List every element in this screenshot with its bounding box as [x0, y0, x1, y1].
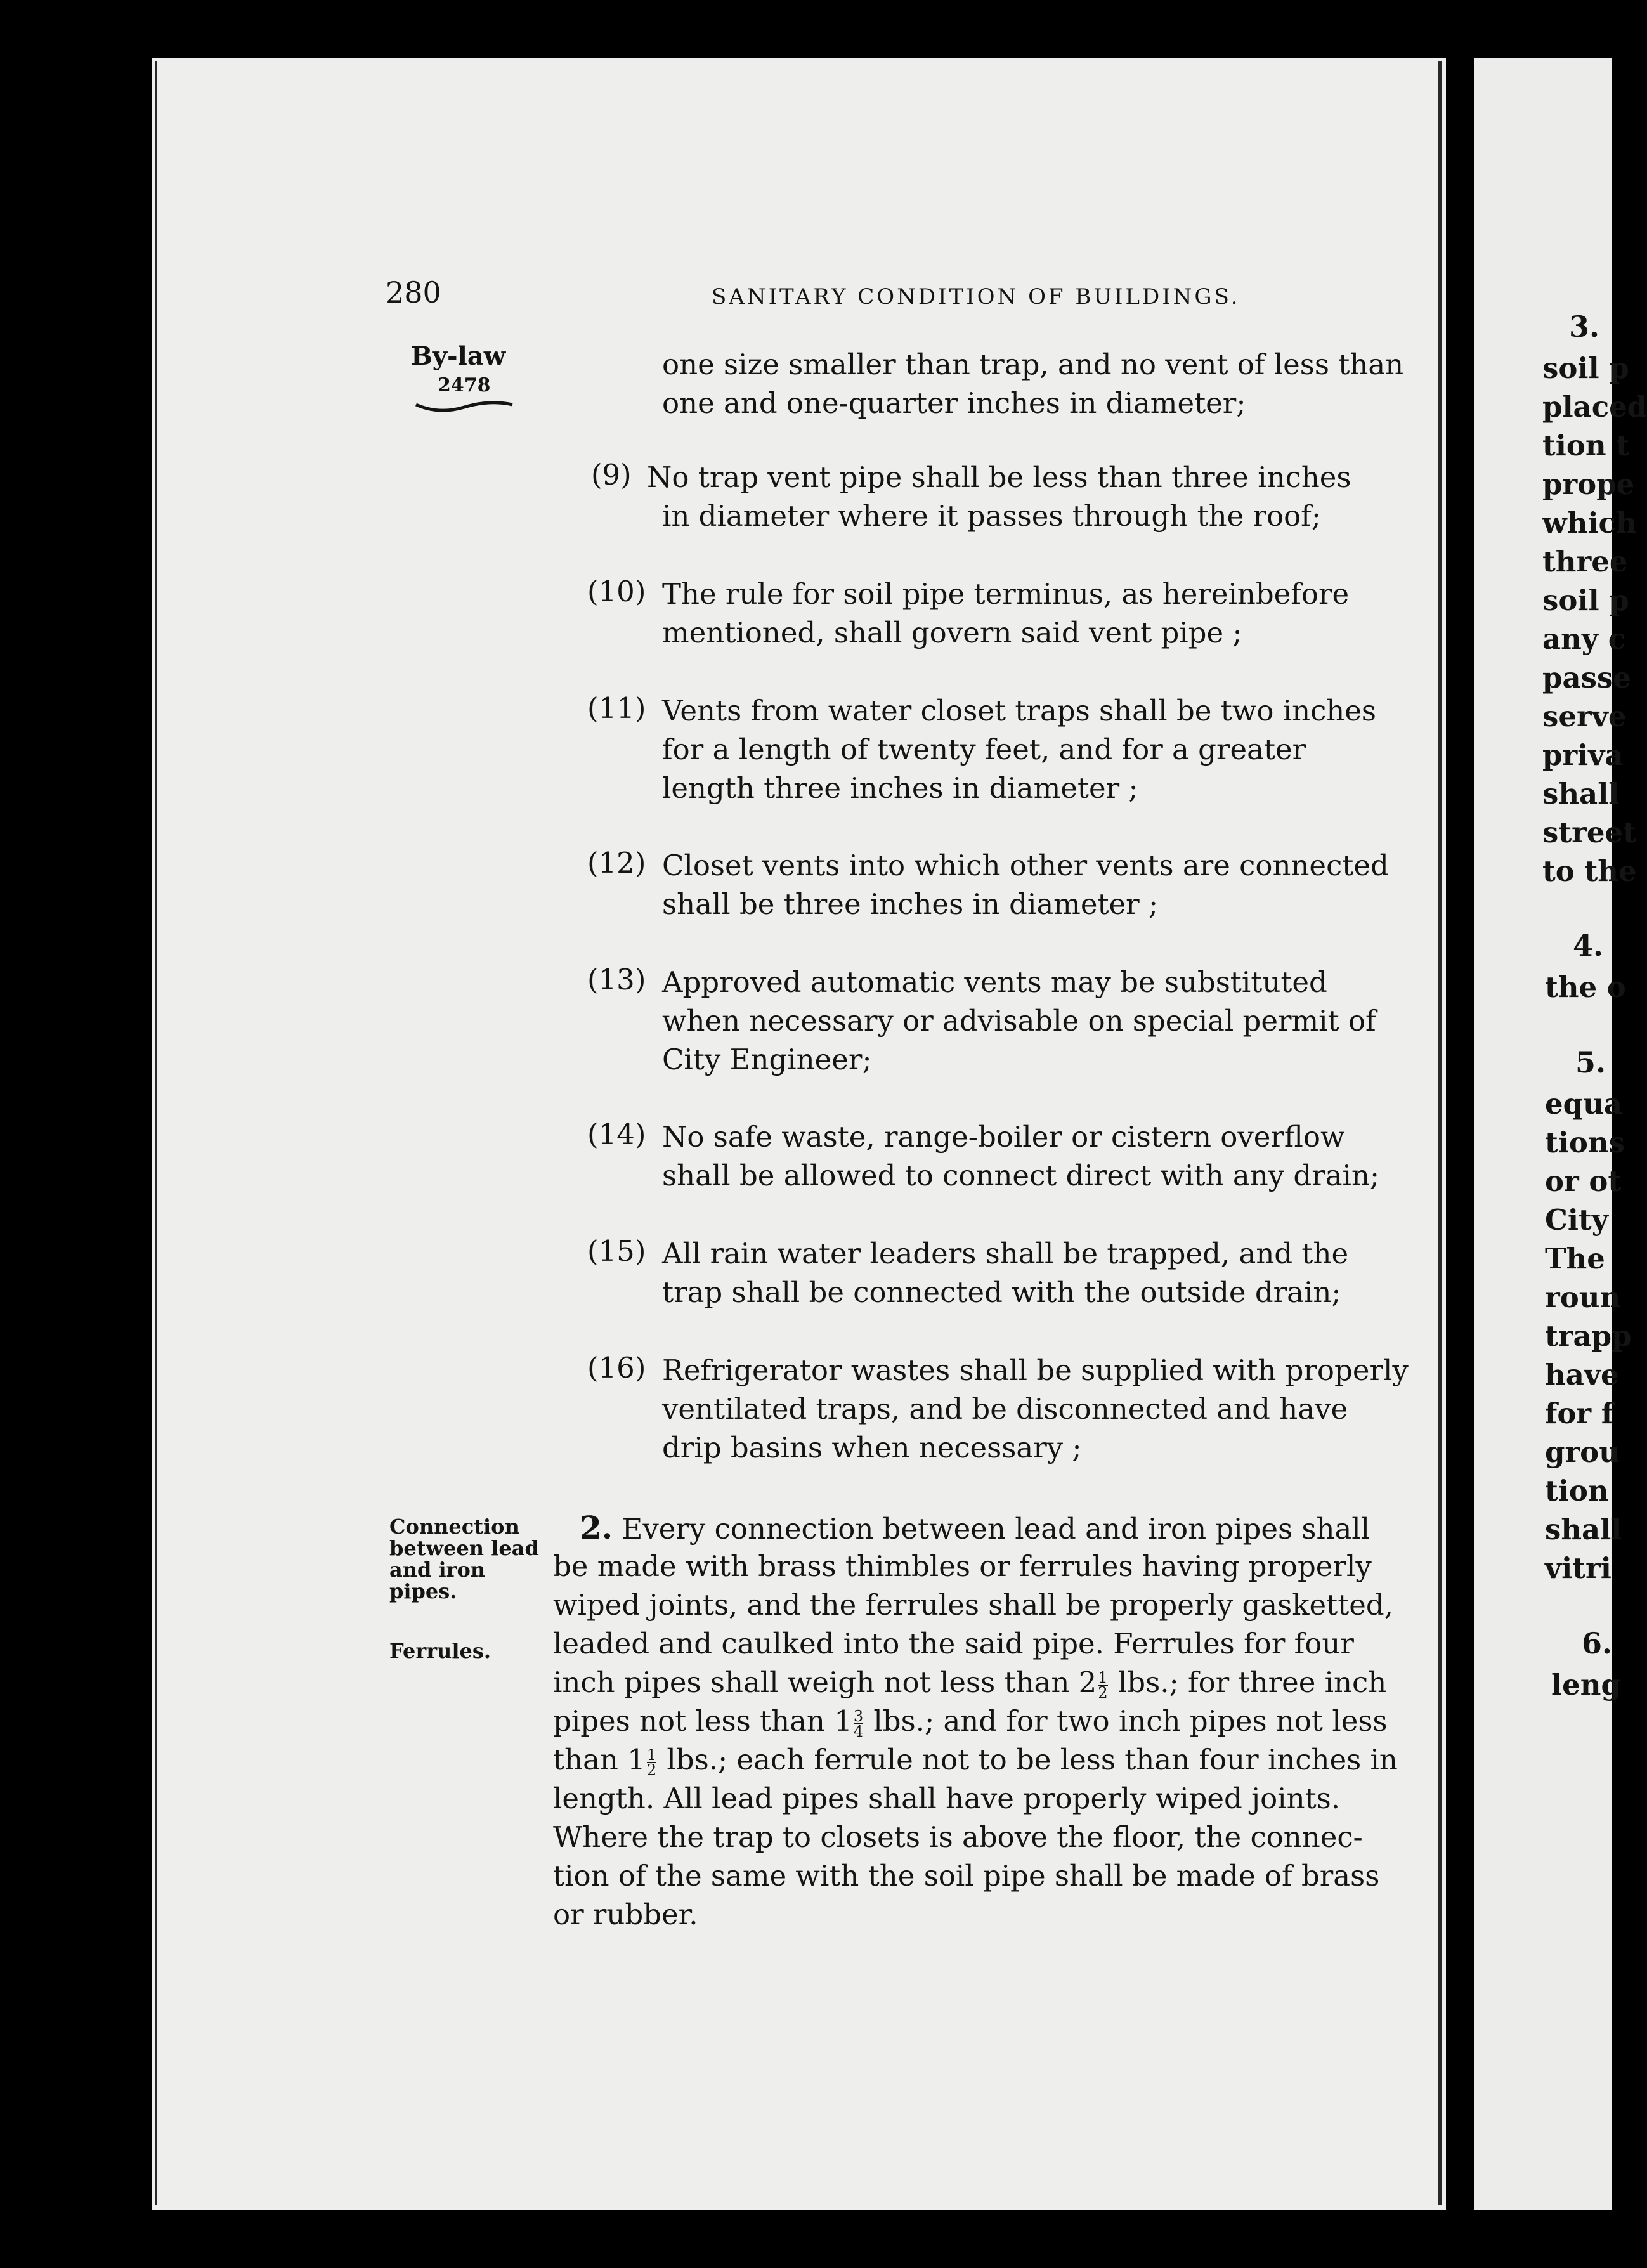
item-line: for a length of twenty feet, and for a greater	[662, 733, 1306, 766]
text-span: inch pipes shall weigh not less than 2	[553, 1665, 1097, 1699]
page-number: 280	[386, 275, 441, 310]
margin-note-line: Connection	[389, 1515, 519, 1539]
text-span: lbs.; for three inch	[1109, 1665, 1387, 1699]
item-line: The rule for soil pipe terminus, as hereinbefore	[662, 577, 1350, 611]
right-fragment: shall	[1542, 777, 1620, 811]
right-fragment: for f	[1545, 1397, 1614, 1430]
section-2-line: leaded and caulked into the said pipe. Ferrules for four	[553, 1627, 1354, 1660]
right-fragment: to the	[1542, 854, 1637, 888]
item-line: Refrigerator wastes shall be supplied with properly	[662, 1353, 1409, 1387]
item-line: length three inches in diameter ;	[662, 771, 1138, 805]
section-2-line: wiped joints, and the ferrules shall be properly gasketted,	[553, 1588, 1394, 1622]
item-number: (10)	[587, 575, 646, 608]
item-line: No safe waste, range-boiler or cistern overflow	[662, 1120, 1345, 1154]
right-fragment: serve	[1542, 700, 1627, 733]
fraction-denominator: 4	[853, 1722, 864, 1740]
section-2-line	[580, 1508, 1370, 1548]
right-fragment: tion t	[1542, 429, 1630, 462]
item-line: Closet vents into which other vents are connected	[662, 849, 1389, 882]
section-2-line	[553, 1663, 1386, 1702]
bylaw-number: 2478	[438, 374, 491, 396]
item-number: (13)	[587, 963, 646, 996]
right-fragment: placed	[1542, 390, 1647, 424]
item-line: Approved automatic vents may be substituted	[662, 965, 1327, 999]
section-2-line	[553, 1702, 1388, 1740]
item-number: (14)	[587, 1118, 646, 1151]
fraction-denominator: 2	[646, 1761, 657, 1779]
right-fragment: grou	[1545, 1435, 1620, 1469]
bylaw-label: By-law	[411, 341, 506, 371]
right-fragment: which	[1542, 506, 1637, 540]
right-fragment: tions	[1545, 1126, 1625, 1159]
right-fragment: roun	[1545, 1281, 1621, 1314]
item-line: shall be allowed to connect direct with any drain;	[662, 1159, 1380, 1192]
right-section-number: 6.	[1582, 1626, 1613, 1660]
item-line: ventilated traps, and be disconnected and have	[662, 1392, 1348, 1426]
right-fragment: the o	[1545, 970, 1626, 1004]
right-fragment: equa	[1545, 1087, 1622, 1121]
right-fragment: soil p	[1542, 583, 1629, 617]
right-fragment: The	[1545, 1242, 1605, 1275]
fraction-numerator: 3	[853, 1707, 864, 1725]
item-line: when necessary or advisable on special permit of	[662, 1004, 1376, 1038]
right-fragment: shall	[1545, 1513, 1622, 1546]
fraction	[646, 1745, 657, 1779]
running-title: SANITARY CONDITION OF BUILDINGS.	[712, 284, 1240, 310]
item-line: shall be three inches in diameter ;	[662, 887, 1159, 921]
right-fragment: soil p	[1542, 351, 1629, 385]
text-span: lbs.; each ferrule not to be less than four inches in	[658, 1743, 1398, 1776]
margin-note-connection	[389, 1516, 539, 1602]
item-number: (12)	[587, 846, 646, 880]
continuation-line-2: one and one-quarter inches in diameter;	[662, 386, 1246, 420]
item-number: (9)	[591, 458, 632, 492]
fraction	[854, 1709, 863, 1738]
right-fragment: street	[1542, 816, 1636, 849]
right-section-number: 5.	[1575, 1045, 1606, 1079]
fraction	[1098, 1668, 1108, 1702]
right-fragment: tion	[1545, 1474, 1609, 1508]
section-2-line: Where the trap to closets is above the floor, the connec-	[553, 1820, 1363, 1854]
page-edge-left	[155, 61, 157, 2205]
section-text: Every connection between lead and iron pipes shall	[622, 1512, 1370, 1546]
text-span: pipes not less than 1	[553, 1704, 852, 1738]
section-2-line: tion of the same with the soil pipe shall be made of brass	[553, 1859, 1380, 1893]
item-number: (15)	[587, 1234, 646, 1268]
item-line: trap shall be connected with the outside drain;	[662, 1275, 1341, 1309]
page-edge-right	[1438, 61, 1442, 2205]
section-2-line: length. All lead pipes shall have properly wiped joints.	[553, 1782, 1341, 1815]
right-fragment: priva	[1542, 738, 1624, 772]
continuation-line-1: one size smaller than trap, and no vent of less than	[662, 348, 1404, 381]
margin-note-line: and iron	[389, 1558, 486, 1582]
item-number: (16)	[587, 1351, 646, 1385]
item-line: Vents from water closet traps shall be two inches	[662, 694, 1377, 727]
right-fragment: have	[1545, 1358, 1619, 1391]
fraction-denominator: 2	[1098, 1683, 1108, 1702]
section-2-line: be made with brass thimbles or ferrules having properly	[553, 1549, 1372, 1583]
margin-note-ferrules: Ferrules.	[389, 1639, 491, 1663]
margin-note-line: pipes.	[389, 1579, 457, 1603]
right-fragment: any c	[1542, 622, 1626, 656]
fraction-numerator: 1	[1098, 1668, 1108, 1686]
right-fragment: leng	[1551, 1668, 1621, 1702]
item-line: mentioned, shall govern said vent pipe ;	[662, 616, 1242, 649]
item-line: in diameter where it passes through the roof;	[662, 499, 1321, 533]
right-section-number: 3.	[1569, 310, 1600, 344]
item-line: All rain water leaders shall be trapped, and the	[662, 1237, 1349, 1270]
right-fragment: City	[1545, 1203, 1608, 1237]
item-line: drip basins when necessary ;	[662, 1431, 1082, 1464]
section-2-line: or rubber.	[553, 1898, 698, 1931]
right-fragment: passe	[1542, 661, 1631, 694]
right-fragment: prope	[1542, 467, 1635, 501]
right-fragment: three	[1542, 545, 1628, 578]
right-fragment: or ot	[1545, 1164, 1622, 1198]
right-fragment: vitri	[1545, 1551, 1611, 1585]
margin-note-line: between lead	[389, 1536, 539, 1560]
right-fragment: trapp	[1545, 1319, 1632, 1353]
item-line: City Engineer;	[662, 1043, 872, 1076]
item-line: No trap vent pipe shall be less than three inches	[647, 460, 1351, 494]
bylaw-swash	[413, 398, 515, 417]
fraction-numerator: 1	[646, 1745, 657, 1764]
item-number: (11)	[587, 691, 646, 725]
text-span: lbs.; and for two inch pipes not less	[864, 1704, 1388, 1738]
section-2-line	[553, 1740, 1398, 1779]
text-span: than 1	[553, 1743, 646, 1776]
section-number: 2.	[580, 1509, 613, 1546]
right-section-number: 4.	[1573, 929, 1604, 963]
